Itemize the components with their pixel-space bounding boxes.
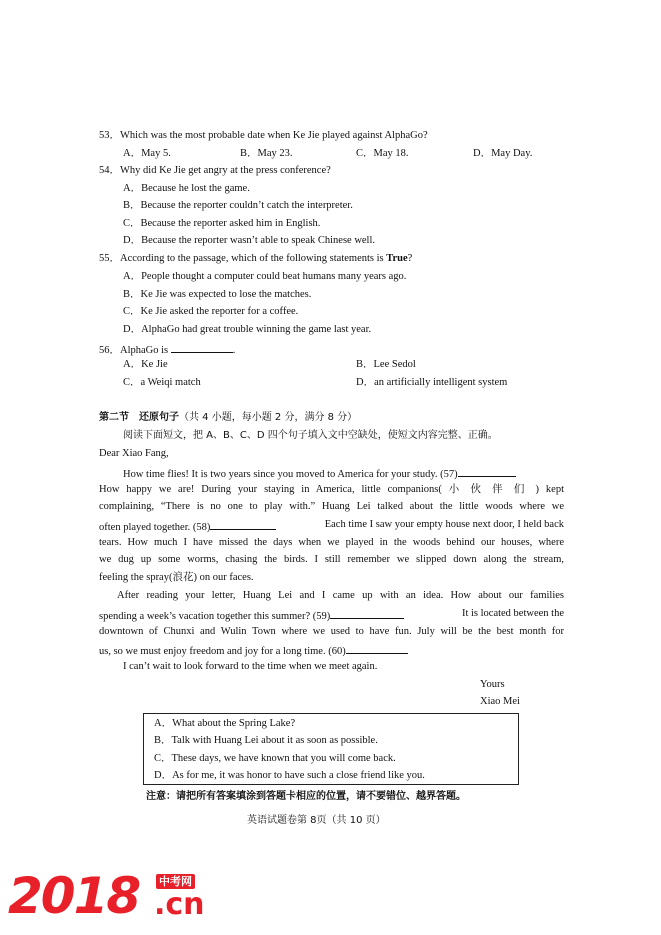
letter-line-8: After reading your letter, Huang Lei and I came up with an idea. How about our families — [117, 590, 564, 601]
answer-notice: 注意：请把所有答案填涂到答题卡相应的位置，请不要错位、越界答题。 — [146, 791, 466, 802]
site-logo — [8, 868, 218, 928]
letter-line-4b: Each time I saw your empty house next door, I held back — [324, 519, 564, 530]
q55-option-b: B．Ke Jie was expected to lose the matches. — [123, 289, 312, 300]
q55-stem-end: ? — [407, 253, 413, 264]
q56-option-b: B．Lee Sedol — [356, 359, 416, 370]
q55-option-c: C．Ke Jie asked the reporter for a coffee. — [123, 306, 299, 317]
q55-option-d: D．AlphaGo had great trouble winning the game last year. — [123, 324, 372, 335]
option-d: D．As for me, it was honor to have such a close friend like you. — [154, 770, 425, 781]
logo-domain: .cn — [154, 887, 205, 922]
option-a: A．What about the Spring Lake? — [154, 718, 296, 729]
letter-line-2: How happy we are! During your staying in America, little companions( 小 伙 伴 们 ) kept — [99, 484, 564, 495]
q56-stem-end: . — [232, 345, 236, 356]
section2-title: 第二节 还原句子 — [99, 412, 179, 423]
blank-58 — [210, 518, 276, 530]
letter-line-7: feeling the spray(浪花) on our faces. — [99, 572, 254, 583]
q54-stem: 54．Why did Ke Jie get angry at the press conference? — [99, 165, 331, 176]
letter-line-1-text: How time flies! It is two years since you moved to America for your study. (57) — [123, 469, 458, 480]
q56-option-c: C．a Weiqi match — [123, 377, 201, 388]
letter-greeting: Dear Xiao Fang, — [99, 448, 169, 459]
q56-stem — [99, 341, 235, 358]
page-footer: 英语试题卷第 8页（共 10 页） — [247, 815, 386, 826]
option-b: B．Talk with Huang Lei about it as soon as possible. — [154, 735, 378, 746]
letter-line-9a: spending a week’s vacation together this summer? (59) — [99, 611, 331, 622]
q53-stem: 53．Which was the most probable date when Ke Jie played against AlphaGo? — [99, 130, 428, 141]
section2-info: （共 4 小题，每小题 2 分，满分 8 分） — [179, 412, 358, 423]
blank-60 — [346, 642, 408, 654]
q55-stem-emphasis: True — [386, 253, 408, 264]
q55-option-a: A．People thought a computer could beat humans many years ago. — [123, 271, 407, 282]
letter-line-1 — [123, 465, 516, 482]
letter-line-6: we dug up some worms, chasing the birds. I still remember we slipped down along the stream, — [99, 554, 564, 565]
letter-line-11 — [99, 642, 408, 659]
section2-heading — [99, 411, 357, 425]
letter-line-11-text: us, so we must enjoy freedom and joy for a long time. (60) — [99, 646, 346, 657]
letter-line-10: downtown of Chunxi and Wulin Town where we used to have fun. July will be the best month for — [99, 626, 564, 637]
q54-option-d: D．Because the reporter wasn’t able to speak Chinese well. — [123, 235, 376, 246]
q53-option-d: D．May Day. — [473, 148, 533, 159]
letter-signature: Xiao Mei — [480, 696, 520, 707]
letter-line-12: I can’t wait to look forward to the time when we meet again. — [123, 661, 378, 672]
option-c: C．These days, we have known that you will come back. — [154, 753, 396, 764]
blank-59 — [330, 607, 404, 619]
q53-option-c: C．May 18. — [356, 148, 409, 159]
q54-option-b: B．Because the reporter couldn’t catch the interpreter. — [123, 200, 353, 211]
blank-57 — [458, 465, 516, 477]
q55-stem-text: 55．According to the passage, which of the following statements is — [99, 253, 387, 264]
letter-line-4 — [99, 518, 564, 535]
q56-answer-blank — [171, 341, 233, 353]
letter-line-4a: often played together. (58) — [99, 522, 211, 533]
q56-option-a: A．Ke Jie — [123, 359, 168, 370]
letter-closing: Yours — [480, 679, 505, 690]
letter-line-3: complaining, “There is no one to play with.” Huang Lei talked about the little woods where we — [99, 501, 564, 512]
q56-stem-text: 56．AlphaGo is — [99, 345, 169, 356]
q55-stem — [99, 252, 412, 266]
options-box — [143, 713, 519, 785]
logo-year: 2018 — [8, 867, 140, 925]
letter-line-9 — [99, 607, 564, 624]
letter-line-5: tears. How much I have missed the days when we played in the woods behind our houses, where — [99, 537, 564, 548]
q56-option-d: D．an artificially intelligent system — [356, 377, 508, 388]
q53-option-a: A．May 5. — [123, 148, 171, 159]
q54-option-a: A．Because he lost the game. — [123, 183, 250, 194]
letter-line-9b: It is located between the — [461, 608, 564, 619]
section2-instruction: 阅读下面短文，把 A、B、C、D 四个句子填入文中空缺处，使短文内容完整、正确。 — [123, 430, 498, 441]
logo-site-name: 中考网 — [156, 874, 195, 889]
q53-option-b: B．May 23. — [240, 148, 293, 159]
q54-option-c: C．Because the reporter asked him in English. — [123, 218, 321, 229]
